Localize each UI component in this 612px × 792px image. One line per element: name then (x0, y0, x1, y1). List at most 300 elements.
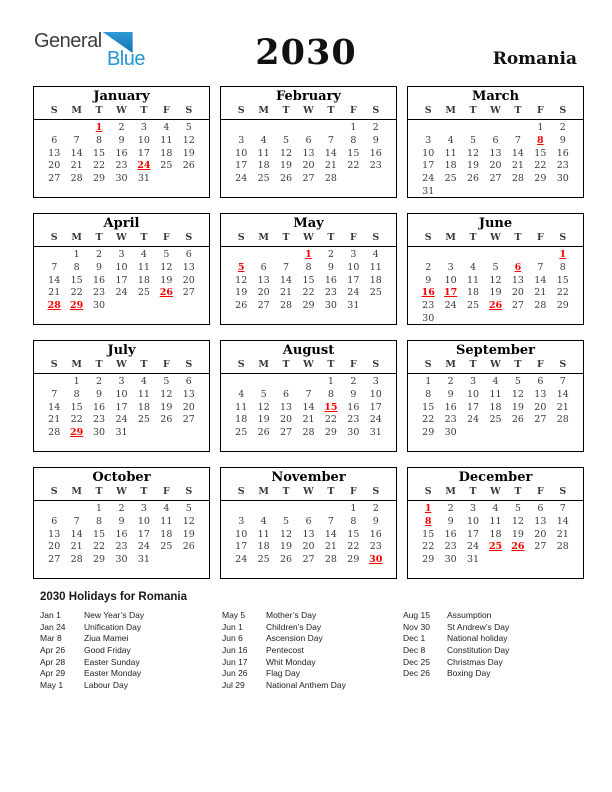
weekday-label: T (469, 359, 477, 370)
day-cell: 18 (369, 274, 382, 286)
day-cell: 27 (302, 554, 315, 566)
day-cell (462, 313, 484, 325)
day-cell (462, 122, 484, 135)
day-cell (65, 503, 87, 516)
day-cell: 15 (556, 274, 569, 286)
day-cell: 18 (257, 541, 270, 553)
day-cell: 9 (372, 134, 379, 146)
month-may (220, 213, 397, 325)
week-row (230, 529, 387, 542)
weekday-label: T (327, 359, 335, 370)
day-cell: 21 (70, 541, 83, 553)
holiday-date: Mar 8 (40, 633, 62, 644)
weekday-label: S (237, 232, 245, 243)
day-cell: 7 (51, 388, 58, 400)
weekday-label: S (372, 232, 380, 243)
day-cell: 29 (422, 554, 435, 566)
weekday-header-row (408, 359, 583, 374)
day-cell (507, 554, 529, 567)
weekday-label: F (162, 232, 170, 243)
day-cell: 3 (470, 503, 477, 514)
holiday-entry (40, 679, 222, 691)
day-cell: 7 (514, 134, 521, 146)
day-cell: 20 (48, 160, 61, 172)
week-row (417, 148, 574, 161)
day-cell (417, 122, 439, 135)
holiday-day-cell: 25 (488, 541, 503, 553)
day-cell: 6 (51, 134, 58, 146)
holiday-name: Ziua Mamei (84, 633, 129, 644)
day-cell: 4 (163, 503, 170, 514)
day-cell (275, 249, 297, 262)
holiday-entry (222, 632, 403, 644)
weekday-label: T (469, 105, 477, 116)
holiday-day-cell: 26 (511, 541, 525, 553)
holiday-date: Jun 6 (222, 633, 243, 644)
week-row (43, 554, 200, 567)
day-cell: 6 (185, 249, 192, 260)
day-cell: 1 (96, 503, 103, 514)
day-cell: 22 (347, 541, 360, 553)
day-cell (252, 122, 274, 135)
day-cell: 10 (467, 388, 480, 400)
weekday-label: S (424, 105, 432, 116)
day-cell (155, 554, 177, 567)
day-cell: 2 (372, 122, 379, 133)
holiday-entry (403, 609, 585, 621)
day-cell: 22 (324, 414, 337, 426)
day-cell: 21 (70, 160, 83, 172)
month-july (33, 340, 210, 452)
day-cell: 23 (324, 287, 337, 299)
day-cell: 22 (534, 160, 547, 172)
week-row (43, 287, 200, 300)
day-cell: 3 (470, 376, 477, 387)
weekday-label: M (445, 359, 456, 370)
week-row (417, 287, 574, 300)
weeks-area (221, 374, 396, 440)
holiday-name: Good Friday (84, 644, 131, 655)
weekday-label: T (140, 486, 148, 497)
day-cell (552, 313, 574, 325)
day-cell: 21 (556, 401, 569, 413)
week-row (230, 541, 387, 554)
day-cell: 11 (160, 134, 173, 146)
week-row (230, 414, 387, 427)
day-cell: 26 (280, 173, 293, 185)
holiday-entry (222, 609, 403, 621)
day-cell: 14 (324, 528, 337, 540)
weekday-header-row (34, 232, 209, 247)
holiday-column (222, 609, 403, 691)
day-cell (439, 122, 461, 135)
day-cell: 12 (160, 261, 173, 273)
weekday-label: M (445, 486, 456, 497)
day-cell: 30 (422, 312, 435, 324)
day-cell: 14 (556, 515, 569, 527)
day-cell: 18 (467, 287, 480, 299)
weekday-label: W (303, 486, 314, 497)
day-cell: 1 (73, 249, 80, 260)
week-row (43, 541, 200, 554)
weekday-label: S (372, 486, 380, 497)
day-cell: 3 (372, 376, 379, 387)
weekday-label: M (258, 105, 269, 116)
weekday-label: T (282, 105, 290, 116)
day-cell: 2 (118, 503, 125, 514)
weekday-label: W (490, 359, 501, 370)
weekday-label: T (469, 232, 477, 243)
day-cell: 9 (118, 515, 125, 527)
day-cell: 31 (115, 427, 128, 439)
day-cell (484, 554, 506, 567)
month-title: March (471, 89, 520, 104)
day-cell: 2 (425, 261, 432, 273)
day-cell: 19 (489, 287, 502, 299)
holiday-name: Boxing Day (447, 668, 491, 679)
weekday-label: F (349, 105, 357, 116)
day-cell: 3 (140, 122, 147, 133)
week-row (417, 529, 574, 542)
day-cell: 21 (302, 414, 315, 426)
holiday-name: Pentecost (266, 644, 304, 655)
day-cell: 4 (260, 515, 267, 527)
holiday-date: Jan 24 (40, 621, 66, 632)
week-row (230, 389, 387, 402)
weekday-label: M (71, 232, 82, 243)
day-cell: 30 (93, 300, 106, 312)
day-cell (507, 313, 529, 325)
week-row (417, 389, 574, 402)
day-cell: 1 (327, 376, 334, 387)
week-row (417, 516, 574, 529)
day-cell: 13 (48, 528, 61, 540)
day-cell: 13 (257, 274, 270, 286)
weekday-header-row (221, 486, 396, 501)
holiday-day-cell: 1 (424, 503, 432, 514)
day-cell: 20 (182, 274, 195, 286)
day-cell: 29 (93, 173, 106, 185)
calendar-grid (33, 86, 584, 579)
weeks-area (34, 374, 209, 440)
day-cell: 8 (350, 134, 357, 146)
holiday-name: Constitution Day (447, 644, 510, 655)
day-cell (529, 427, 551, 440)
holiday-entry (222, 679, 403, 691)
day-cell (275, 503, 297, 516)
day-cell: 19 (235, 287, 248, 299)
day-cell (275, 376, 297, 389)
day-cell: 24 (115, 414, 128, 426)
day-cell: 23 (556, 160, 569, 172)
day-cell: 6 (260, 261, 267, 273)
day-cell: 10 (422, 147, 435, 159)
day-cell: 9 (118, 134, 125, 146)
day-cell: 6 (51, 515, 58, 527)
day-cell: 19 (182, 147, 195, 159)
week-row (417, 122, 574, 135)
day-cell: 8 (73, 261, 80, 273)
day-cell: 14 (70, 528, 83, 540)
month-october (33, 467, 210, 579)
holidays-list (40, 609, 585, 691)
day-cell: 12 (235, 274, 248, 286)
day-cell: 19 (160, 401, 173, 413)
day-cell: 23 (93, 414, 106, 426)
day-cell: 23 (115, 160, 128, 172)
day-cell: 2 (96, 249, 103, 260)
weekday-label: W (116, 105, 127, 116)
day-cell: 15 (93, 528, 106, 540)
weekday-header-row (221, 359, 396, 374)
month-title: August (282, 343, 335, 358)
day-cell: 30 (115, 554, 128, 566)
holiday-name: Christmas Day (447, 656, 503, 667)
day-cell (439, 186, 461, 198)
weekday-label: S (185, 232, 193, 243)
month-november (220, 467, 397, 579)
day-cell: 28 (324, 173, 337, 185)
day-cell: 27 (511, 300, 524, 312)
day-cell: 27 (48, 554, 61, 566)
day-cell: 13 (48, 147, 61, 159)
day-cell (462, 186, 484, 198)
day-cell: 4 (140, 249, 147, 260)
day-cell: 3 (238, 134, 245, 146)
day-cell: 19 (160, 274, 173, 286)
week-row (230, 173, 387, 186)
day-cell: 10 (137, 134, 150, 146)
day-cell: 9 (372, 515, 379, 527)
holiday-entry (403, 644, 585, 656)
day-cell: 26 (511, 414, 524, 426)
day-cell: 23 (347, 414, 360, 426)
weekday-label: M (71, 359, 82, 370)
day-cell: 28 (324, 554, 337, 566)
day-cell: 21 (511, 160, 524, 172)
day-cell: 22 (70, 287, 83, 299)
month-january (33, 86, 210, 198)
day-cell: 16 (556, 147, 569, 159)
day-cell: 2 (372, 503, 379, 514)
day-cell (552, 186, 574, 198)
week-row (417, 414, 574, 427)
day-cell: 22 (70, 414, 83, 426)
day-cell: 21 (48, 287, 61, 299)
day-cell: 4 (492, 376, 499, 387)
weekday-label: M (445, 232, 456, 243)
day-cell: 1 (537, 122, 544, 133)
day-cell: 5 (470, 134, 477, 146)
holiday-name: Unification Day (84, 621, 142, 632)
day-cell (320, 122, 342, 135)
week-row (43, 402, 200, 415)
week-row (417, 262, 574, 275)
week-row (417, 554, 574, 567)
day-cell: 14 (511, 147, 524, 159)
day-cell: 6 (305, 134, 312, 146)
day-cell: 14 (48, 274, 61, 286)
day-cell: 6 (283, 388, 290, 400)
day-cell (484, 249, 506, 262)
week-row (43, 173, 200, 186)
day-cell: 1 (350, 503, 357, 514)
weekday-label: T (95, 486, 103, 497)
month-title: May (293, 216, 324, 231)
day-cell: 25 (137, 287, 150, 299)
weekday-label: M (71, 105, 82, 116)
week-row (230, 135, 387, 148)
holiday-date: Aug 15 (403, 609, 430, 620)
weekday-label: S (424, 486, 432, 497)
day-cell: 15 (70, 401, 83, 413)
day-cell: 13 (534, 388, 547, 400)
week-row (230, 249, 387, 262)
day-cell: 23 (369, 160, 382, 172)
weeks-area (408, 374, 583, 440)
weekday-label: T (327, 486, 335, 497)
day-cell (484, 186, 506, 198)
day-cell: 8 (425, 388, 432, 400)
day-cell (439, 313, 461, 325)
week-row (230, 275, 387, 288)
week-row (417, 160, 574, 173)
holiday-date: Jun 17 (222, 656, 248, 667)
day-cell: 18 (444, 160, 457, 172)
day-cell: 3 (350, 249, 357, 260)
day-cell: 31 (369, 427, 382, 439)
day-cell (297, 376, 319, 389)
day-cell: 31 (422, 185, 435, 197)
weekday-header-row (408, 105, 583, 120)
day-cell: 5 (163, 249, 170, 260)
day-cell: 17 (115, 274, 128, 286)
day-cell: 12 (160, 388, 173, 400)
day-cell: 9 (350, 388, 357, 400)
day-cell (529, 554, 551, 567)
day-cell: 29 (422, 427, 435, 439)
weekday-label: T (514, 359, 522, 370)
day-cell: 17 (422, 160, 435, 172)
day-cell (529, 186, 551, 198)
weeks-area (408, 120, 583, 198)
day-cell: 21 (556, 528, 569, 540)
holiday-name: Easter Sunday (84, 656, 140, 667)
day-cell: 5 (260, 388, 267, 400)
day-cell: 7 (559, 376, 566, 387)
day-cell: 29 (324, 427, 337, 439)
weeks-area (34, 120, 209, 186)
holiday-column (403, 609, 585, 691)
day-cell (507, 427, 529, 440)
week-row (43, 249, 200, 262)
day-cell: 25 (137, 414, 150, 426)
holiday-date: Nov 30 (403, 621, 430, 632)
holiday-date: Dec 8 (403, 644, 426, 655)
day-cell: 30 (444, 554, 457, 566)
day-cell: 27 (182, 287, 195, 299)
weekday-label: T (140, 232, 148, 243)
day-cell: 18 (489, 401, 502, 413)
day-cell (155, 173, 177, 186)
day-cell: 13 (489, 147, 502, 159)
week-row (417, 541, 574, 554)
weekday-label: T (469, 486, 477, 497)
day-cell (529, 249, 551, 262)
day-cell: 12 (257, 401, 270, 413)
holiday-day-cell: 16 (421, 287, 435, 299)
day-cell: 18 (160, 528, 173, 540)
weekday-label: S (50, 486, 58, 497)
weekday-label: M (258, 486, 269, 497)
weeks-area (221, 120, 396, 186)
day-cell: 28 (302, 427, 315, 439)
day-cell: 30 (347, 427, 360, 439)
day-cell: 11 (369, 261, 382, 273)
day-cell: 1 (73, 376, 80, 387)
day-cell: 28 (70, 173, 83, 185)
day-cell: 27 (48, 173, 61, 185)
day-cell: 23 (422, 300, 435, 312)
weekday-label: F (349, 359, 357, 370)
weekday-label: S (50, 232, 58, 243)
day-cell (342, 173, 364, 186)
weekday-label: S (185, 105, 193, 116)
day-cell: 15 (302, 274, 315, 286)
day-cell: 8 (559, 261, 566, 273)
day-cell: 5 (185, 122, 192, 133)
day-cell: 26 (467, 173, 480, 185)
holiday-date: Dec 1 (403, 633, 426, 644)
weekday-label: S (237, 359, 245, 370)
day-cell: 15 (422, 401, 435, 413)
day-cell: 4 (372, 249, 379, 260)
day-cell: 2 (559, 122, 566, 133)
week-row (230, 148, 387, 161)
month-title: November (271, 470, 346, 485)
holiday-date: Dec 25 (403, 656, 430, 667)
holiday-day-cell: 15 (324, 401, 338, 413)
day-cell: 17 (235, 160, 248, 172)
day-cell (552, 554, 574, 567)
day-cell (230, 249, 252, 262)
day-cell (552, 427, 574, 440)
day-cell: 11 (137, 261, 150, 273)
weekday-label: F (536, 486, 544, 497)
day-cell: 11 (235, 401, 248, 413)
day-cell: 20 (534, 528, 547, 540)
holiday-date: Apr 29 (40, 668, 66, 679)
day-cell: 24 (137, 541, 150, 553)
day-cell: 7 (51, 261, 58, 273)
day-cell (507, 122, 529, 135)
country-label: Romania (492, 49, 577, 69)
day-cell: 22 (422, 414, 435, 426)
day-cell: 2 (350, 376, 357, 387)
day-cell: 15 (347, 528, 360, 540)
day-cell: 7 (559, 503, 566, 514)
weekday-label: T (514, 105, 522, 116)
day-cell (365, 173, 387, 186)
day-cell: 19 (182, 528, 195, 540)
day-cell: 15 (534, 147, 547, 159)
day-cell: 24 (235, 173, 248, 185)
day-cell: 21 (534, 287, 547, 299)
day-cell: 22 (556, 287, 569, 299)
day-cell: 23 (115, 541, 128, 553)
day-cell: 19 (511, 528, 524, 540)
day-cell (462, 249, 484, 262)
